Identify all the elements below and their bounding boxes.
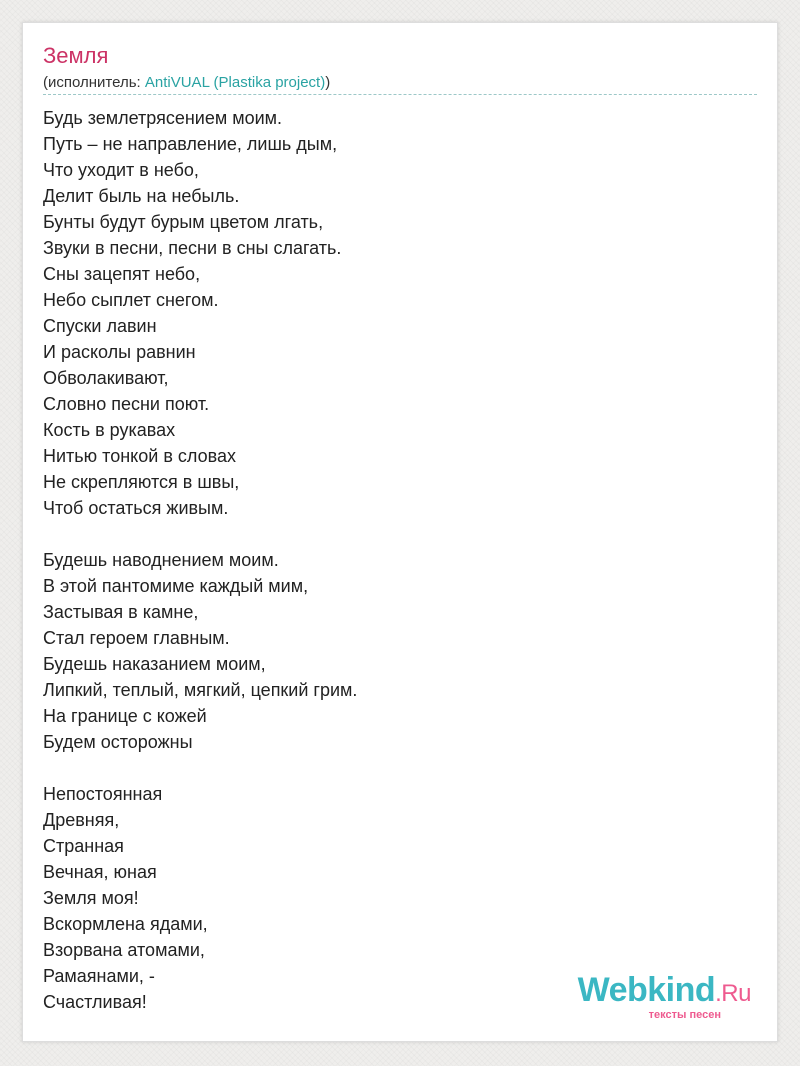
lyrics-line: Чтоб остаться живым. (43, 498, 229, 518)
lyrics-line: Земля моя! (43, 888, 139, 908)
lyrics-line: Делит быль на небыль. (43, 186, 240, 206)
lyrics-line: Рамаянами, - (43, 966, 155, 986)
performer-suffix: ) (325, 74, 331, 91)
logo-name: Webkind (577, 971, 716, 1009)
logo-tld: .Ru (715, 980, 751, 1007)
lyrics-line: Обволакивают, (43, 368, 169, 388)
lyrics-line: И расколы равнин (43, 342, 196, 362)
title-divider (43, 94, 757, 95)
lyrics-line: Не скрепляются в швы, (43, 472, 240, 492)
lyrics-line: В этой пантомиме каждый мим, (43, 576, 309, 596)
lyrics-line: Что уходит в небо, (43, 160, 199, 180)
lyrics-line: Нитью тонкой в словах (43, 446, 236, 466)
logo-wordmark (578, 973, 751, 1011)
lyrics-line: Путь – не направление, лишь дым, (43, 134, 338, 154)
lyrics-line: Будешь наводнением моим. (43, 550, 279, 570)
lyrics-line: Непостоянная (43, 784, 163, 804)
lyrics-line: Странная (43, 836, 124, 856)
lyrics-text (43, 105, 357, 1015)
lyrics-line: Сны зацепят небо, (43, 264, 201, 284)
performer-link[interactable]: AntiVUAL (Plastika project) (144, 74, 326, 91)
lyrics-line: Будь землетрясением моим. (43, 108, 283, 128)
lyrics-line: Стал героем главным. (43, 628, 230, 648)
lyrics-line: Вечная, юная (43, 862, 157, 882)
lyrics-line: Небо сыплет снегом. (43, 290, 219, 310)
lyrics-line: На границе с кожей (43, 706, 207, 726)
lyrics-line: Вскормлена ядами, (43, 914, 208, 934)
song-title: Земля (43, 43, 109, 68)
lyrics-line: Кость в рукавах (43, 420, 176, 440)
lyrics-line: Древняя, (43, 810, 120, 830)
lyrics-stanza (43, 547, 357, 755)
lyrics-line: Липкий, теплый, мягкий, цепкий грим. (43, 680, 358, 700)
lyrics-line: Спуски лавин (43, 316, 157, 336)
lyrics-card (22, 22, 778, 1042)
lyrics-line: Счастливая! (43, 992, 147, 1012)
lyrics-stanza (43, 105, 357, 521)
lyrics-line: Застывая в камне, (43, 602, 199, 622)
lyrics-line: Словно песни поют. (43, 394, 210, 414)
lyrics-line: Звуки в песни, песни в сны слагать. (43, 238, 342, 258)
logo-tagline: тексты песен (648, 1009, 721, 1021)
lyrics-line: Бунты будут бурым цветом лгать, (43, 212, 324, 232)
lyrics-line: Будешь наказанием моим, (43, 654, 266, 674)
site-logo[interactable] (578, 973, 751, 1021)
performer-line (43, 73, 330, 93)
lyrics-line: Взорвана атомами, (43, 940, 205, 960)
lyrics-line: Будем осторожны (43, 732, 193, 752)
lyrics-stanza (43, 781, 357, 1015)
performer-prefix: (исполнитель: (43, 74, 145, 91)
